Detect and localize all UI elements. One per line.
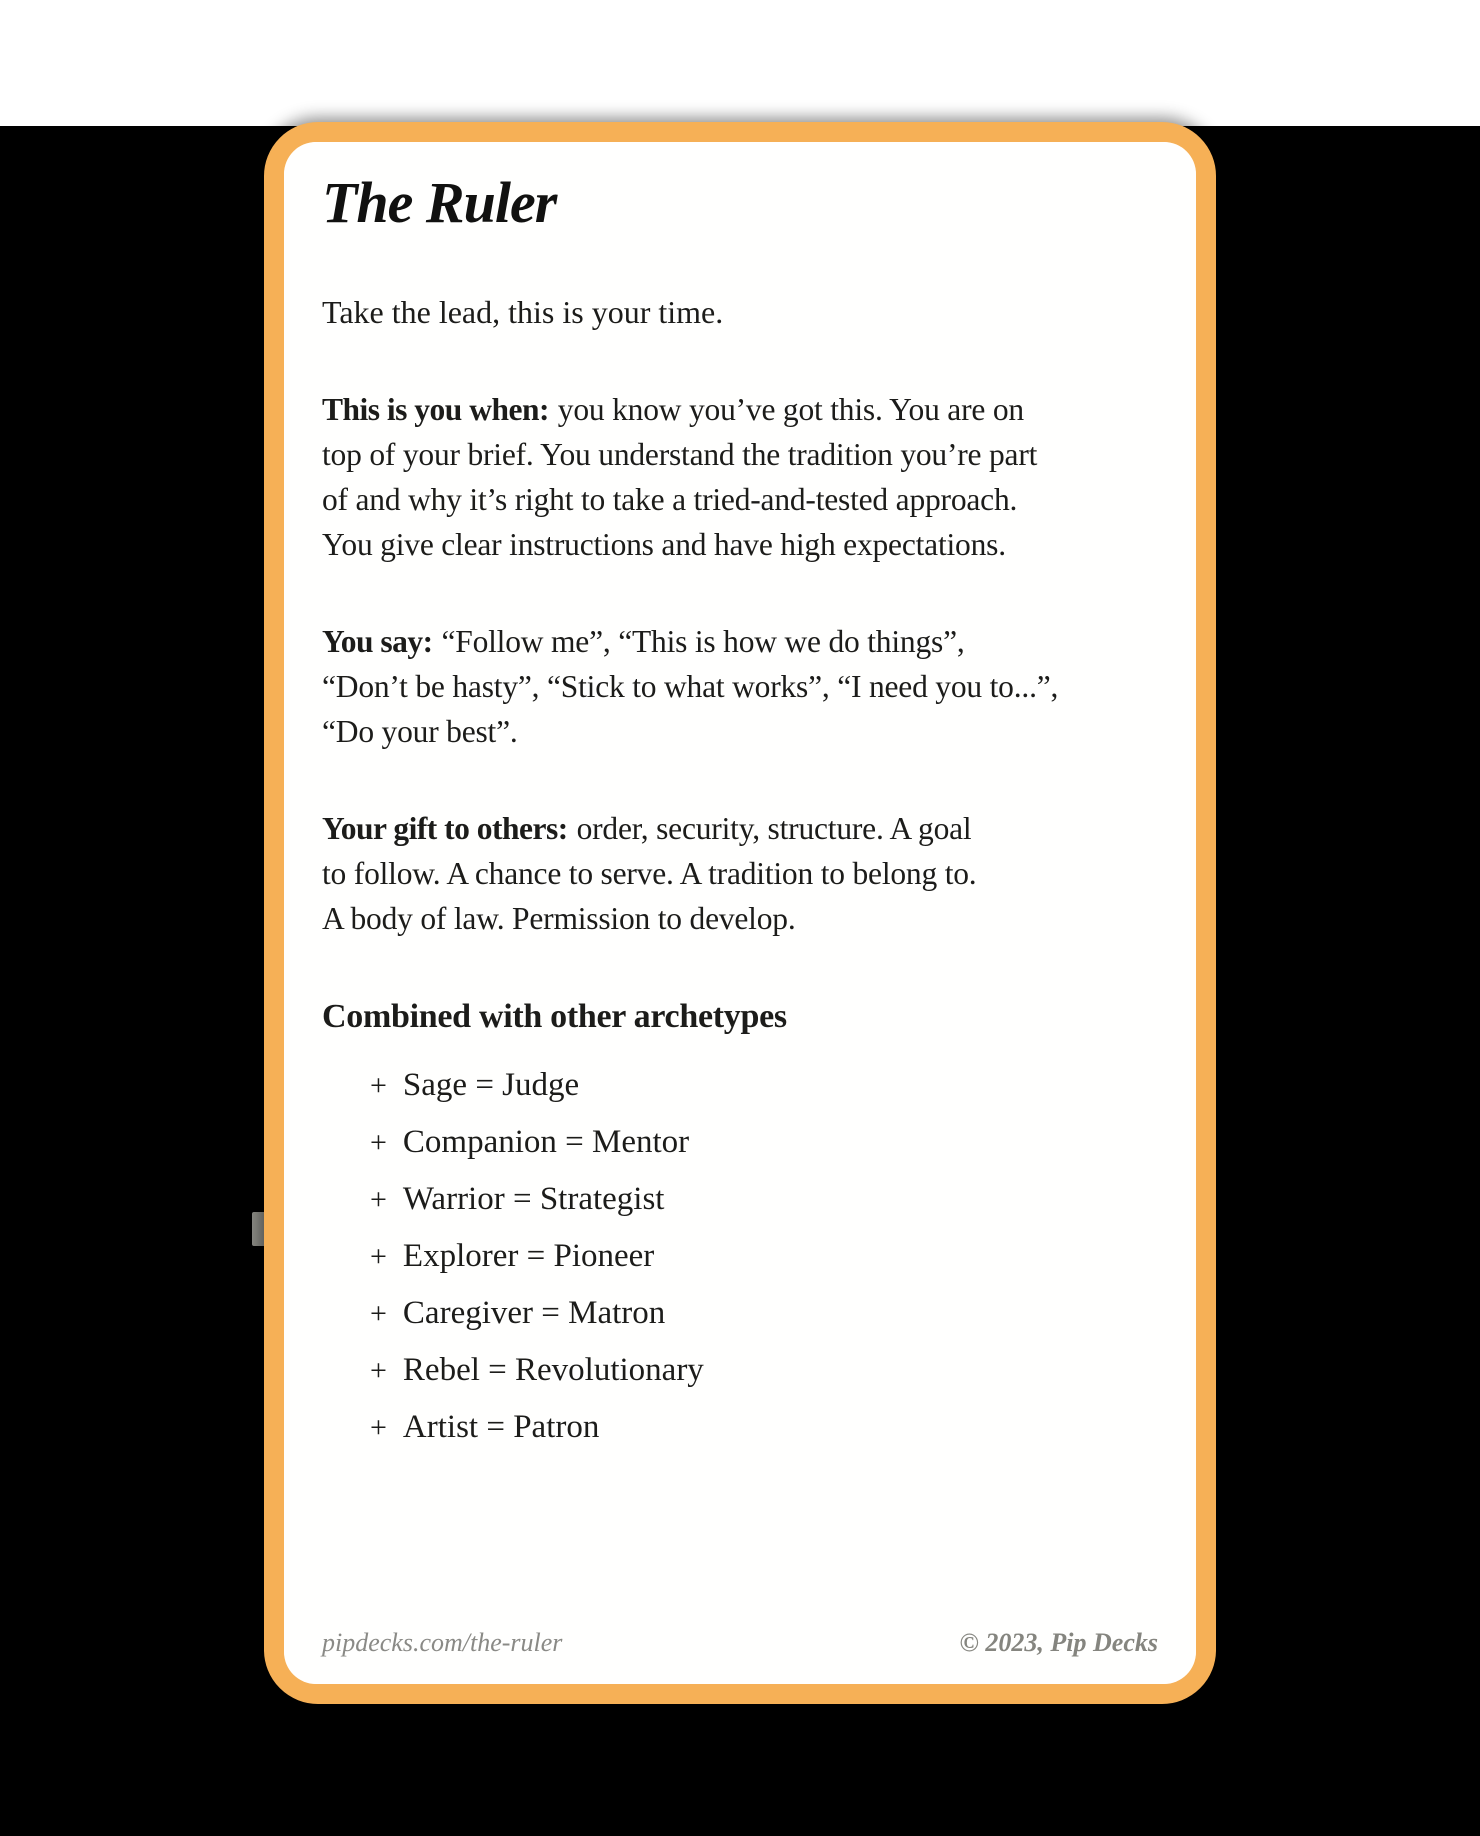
section-text: “Follow me”, “This is how we do things”, (441, 624, 965, 659)
combo-heading: Combined with other archetypes (322, 998, 787, 1035)
combo-text: Sage = Judge (402, 1067, 580, 1103)
card-tagline: Take the lead, this is your time. (322, 294, 724, 330)
combo-text: Caregiver = Matron (402, 1295, 666, 1331)
combo-item (370, 1342, 1158, 1399)
plus-marker: + (370, 1069, 387, 1102)
plus-marker: + (370, 1354, 387, 1387)
section-line (322, 619, 1158, 664)
archetype-card (264, 122, 1216, 1704)
section-you-say (322, 619, 1158, 754)
combo-item (370, 1399, 1158, 1456)
section-text: you know you’ve got this. You are on (557, 392, 1024, 427)
card-footer (322, 1628, 1158, 1658)
combo-list (322, 1057, 1158, 1456)
plus-marker: + (370, 1126, 387, 1159)
combo-text: Companion = Mentor (402, 1124, 690, 1160)
section-line: “Don’t be hasty”, “Stick to what works”, “I need you to...”, (322, 669, 1059, 704)
section-this-is-you-when (322, 387, 1158, 567)
section-line (322, 806, 1158, 851)
section-label: You say: (322, 624, 433, 659)
section-line: “Do your best”. (322, 714, 518, 749)
combo-item (370, 1114, 1158, 1171)
section-line: of and why it’s right to take a tried-and-tested approach. (322, 482, 1018, 517)
plus-marker: + (370, 1240, 387, 1273)
section-text: order, security, structure. A goal (576, 811, 972, 846)
section-line: to follow. A chance to serve. A tradition to belong to. (322, 856, 977, 891)
combo-item (370, 1228, 1158, 1285)
section-label: Your gift to others: (322, 811, 568, 846)
top-white-band (0, 0, 1480, 126)
plus-marker: + (370, 1297, 387, 1330)
section-line: A body of law. Permission to develop. (322, 901, 796, 936)
card-url: pipdecks.com/the-ruler (322, 1628, 563, 1657)
combo-item (370, 1057, 1158, 1114)
combo-text: Explorer = Pioneer (402, 1238, 655, 1274)
plus-marker: + (370, 1183, 387, 1216)
card-title: The Ruler (322, 170, 557, 235)
plus-marker: + (370, 1411, 387, 1444)
card-face (284, 142, 1196, 1684)
combo-item (370, 1285, 1158, 1342)
combo-item (370, 1171, 1158, 1228)
combo-text: Warrior = Strategist (402, 1181, 665, 1217)
section-label: This is you when: (322, 392, 549, 427)
copyright: © 2023, Pip Decks (959, 1628, 1158, 1657)
section-line: You give clear instructions and have high expectations. (322, 527, 1006, 562)
section-line (322, 387, 1158, 432)
combo-text: Rebel = Revolutionary (402, 1352, 704, 1388)
section-your-gift (322, 806, 1158, 941)
section-line: top of your brief. You understand the tradition you’re part (322, 437, 1038, 472)
combo-text: Artist = Patron (402, 1409, 600, 1445)
